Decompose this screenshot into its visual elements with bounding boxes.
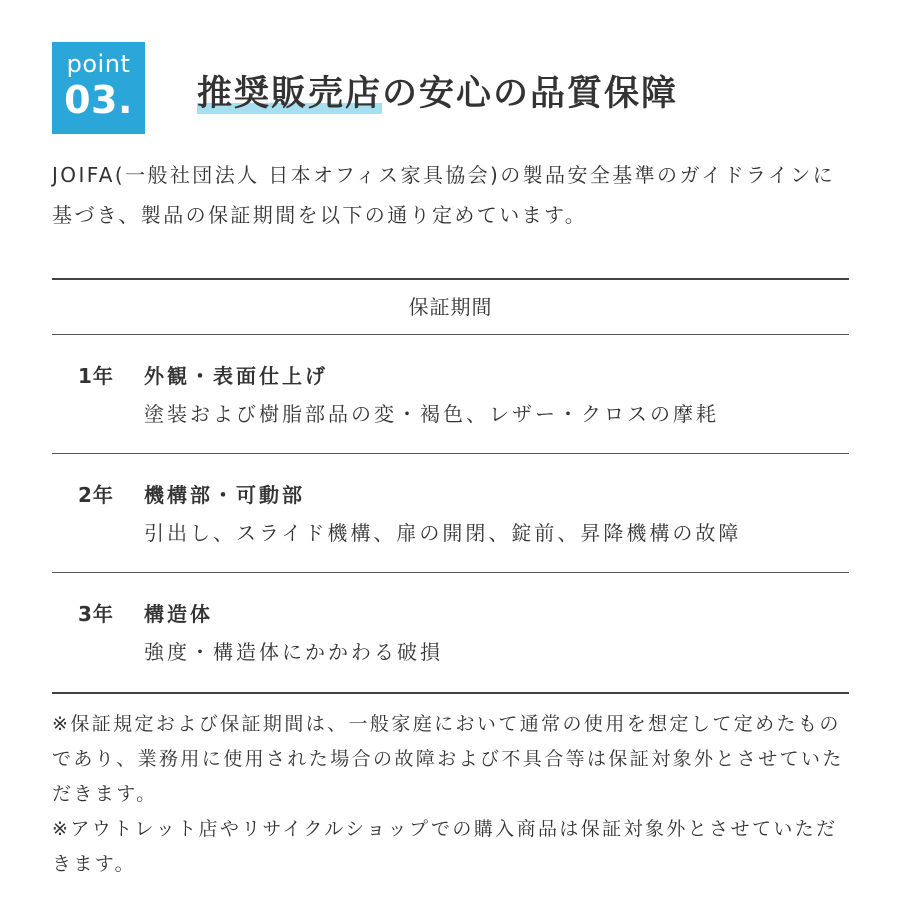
heading-highlight: 推奨販売店: [197, 74, 383, 114]
notes: [52, 707, 857, 882]
point-number: 03.: [64, 78, 133, 122]
warranty-year: 2年: [78, 483, 114, 507]
section-heading: [197, 68, 678, 120]
warranty-category: 構造体: [144, 602, 213, 626]
warranty-year: 1年: [78, 364, 114, 388]
table-row: [52, 335, 849, 454]
table-row: [52, 573, 849, 692]
table-header: 保証期間: [52, 280, 849, 335]
note-item: ※アウトレット店やリサイクルショップでの購入商品は保証対象外とさせていただきます。: [52, 818, 838, 875]
warranty-category: 機構部・可動部: [144, 483, 305, 507]
heading-rest: の安心の品質保障: [382, 74, 679, 114]
warranty-description: 引出し、スライド機構、扉の開閉、錠前、昇降機構の故障: [144, 521, 742, 545]
table-row: [52, 454, 849, 573]
warranty-description: 強度・構造体にかかわる破損: [144, 640, 443, 664]
warranty-year: 3年: [78, 602, 114, 626]
warranty-table: [52, 278, 849, 694]
point-badge: [52, 42, 145, 134]
warranty-description: 塗装および樹脂部品の変・褐色、レザー・クロスの摩耗: [144, 402, 719, 426]
intro-text: JOIFA(一般社団法人 日本オフィス家具協会)の製品安全基準のガイドラインに基づき、製品の保証期間を以下の通り定めています。: [52, 163, 836, 227]
point-label: point: [66, 50, 131, 78]
note-item: ※保証規定および保証期間は、一般家庭において通常の使用を想定して定めたものであり、業務用に使用された場合の故障および不具合等は保証対象外とさせていただきます。: [52, 713, 844, 805]
warranty-category: 外観・表面仕上げ: [144, 364, 328, 388]
